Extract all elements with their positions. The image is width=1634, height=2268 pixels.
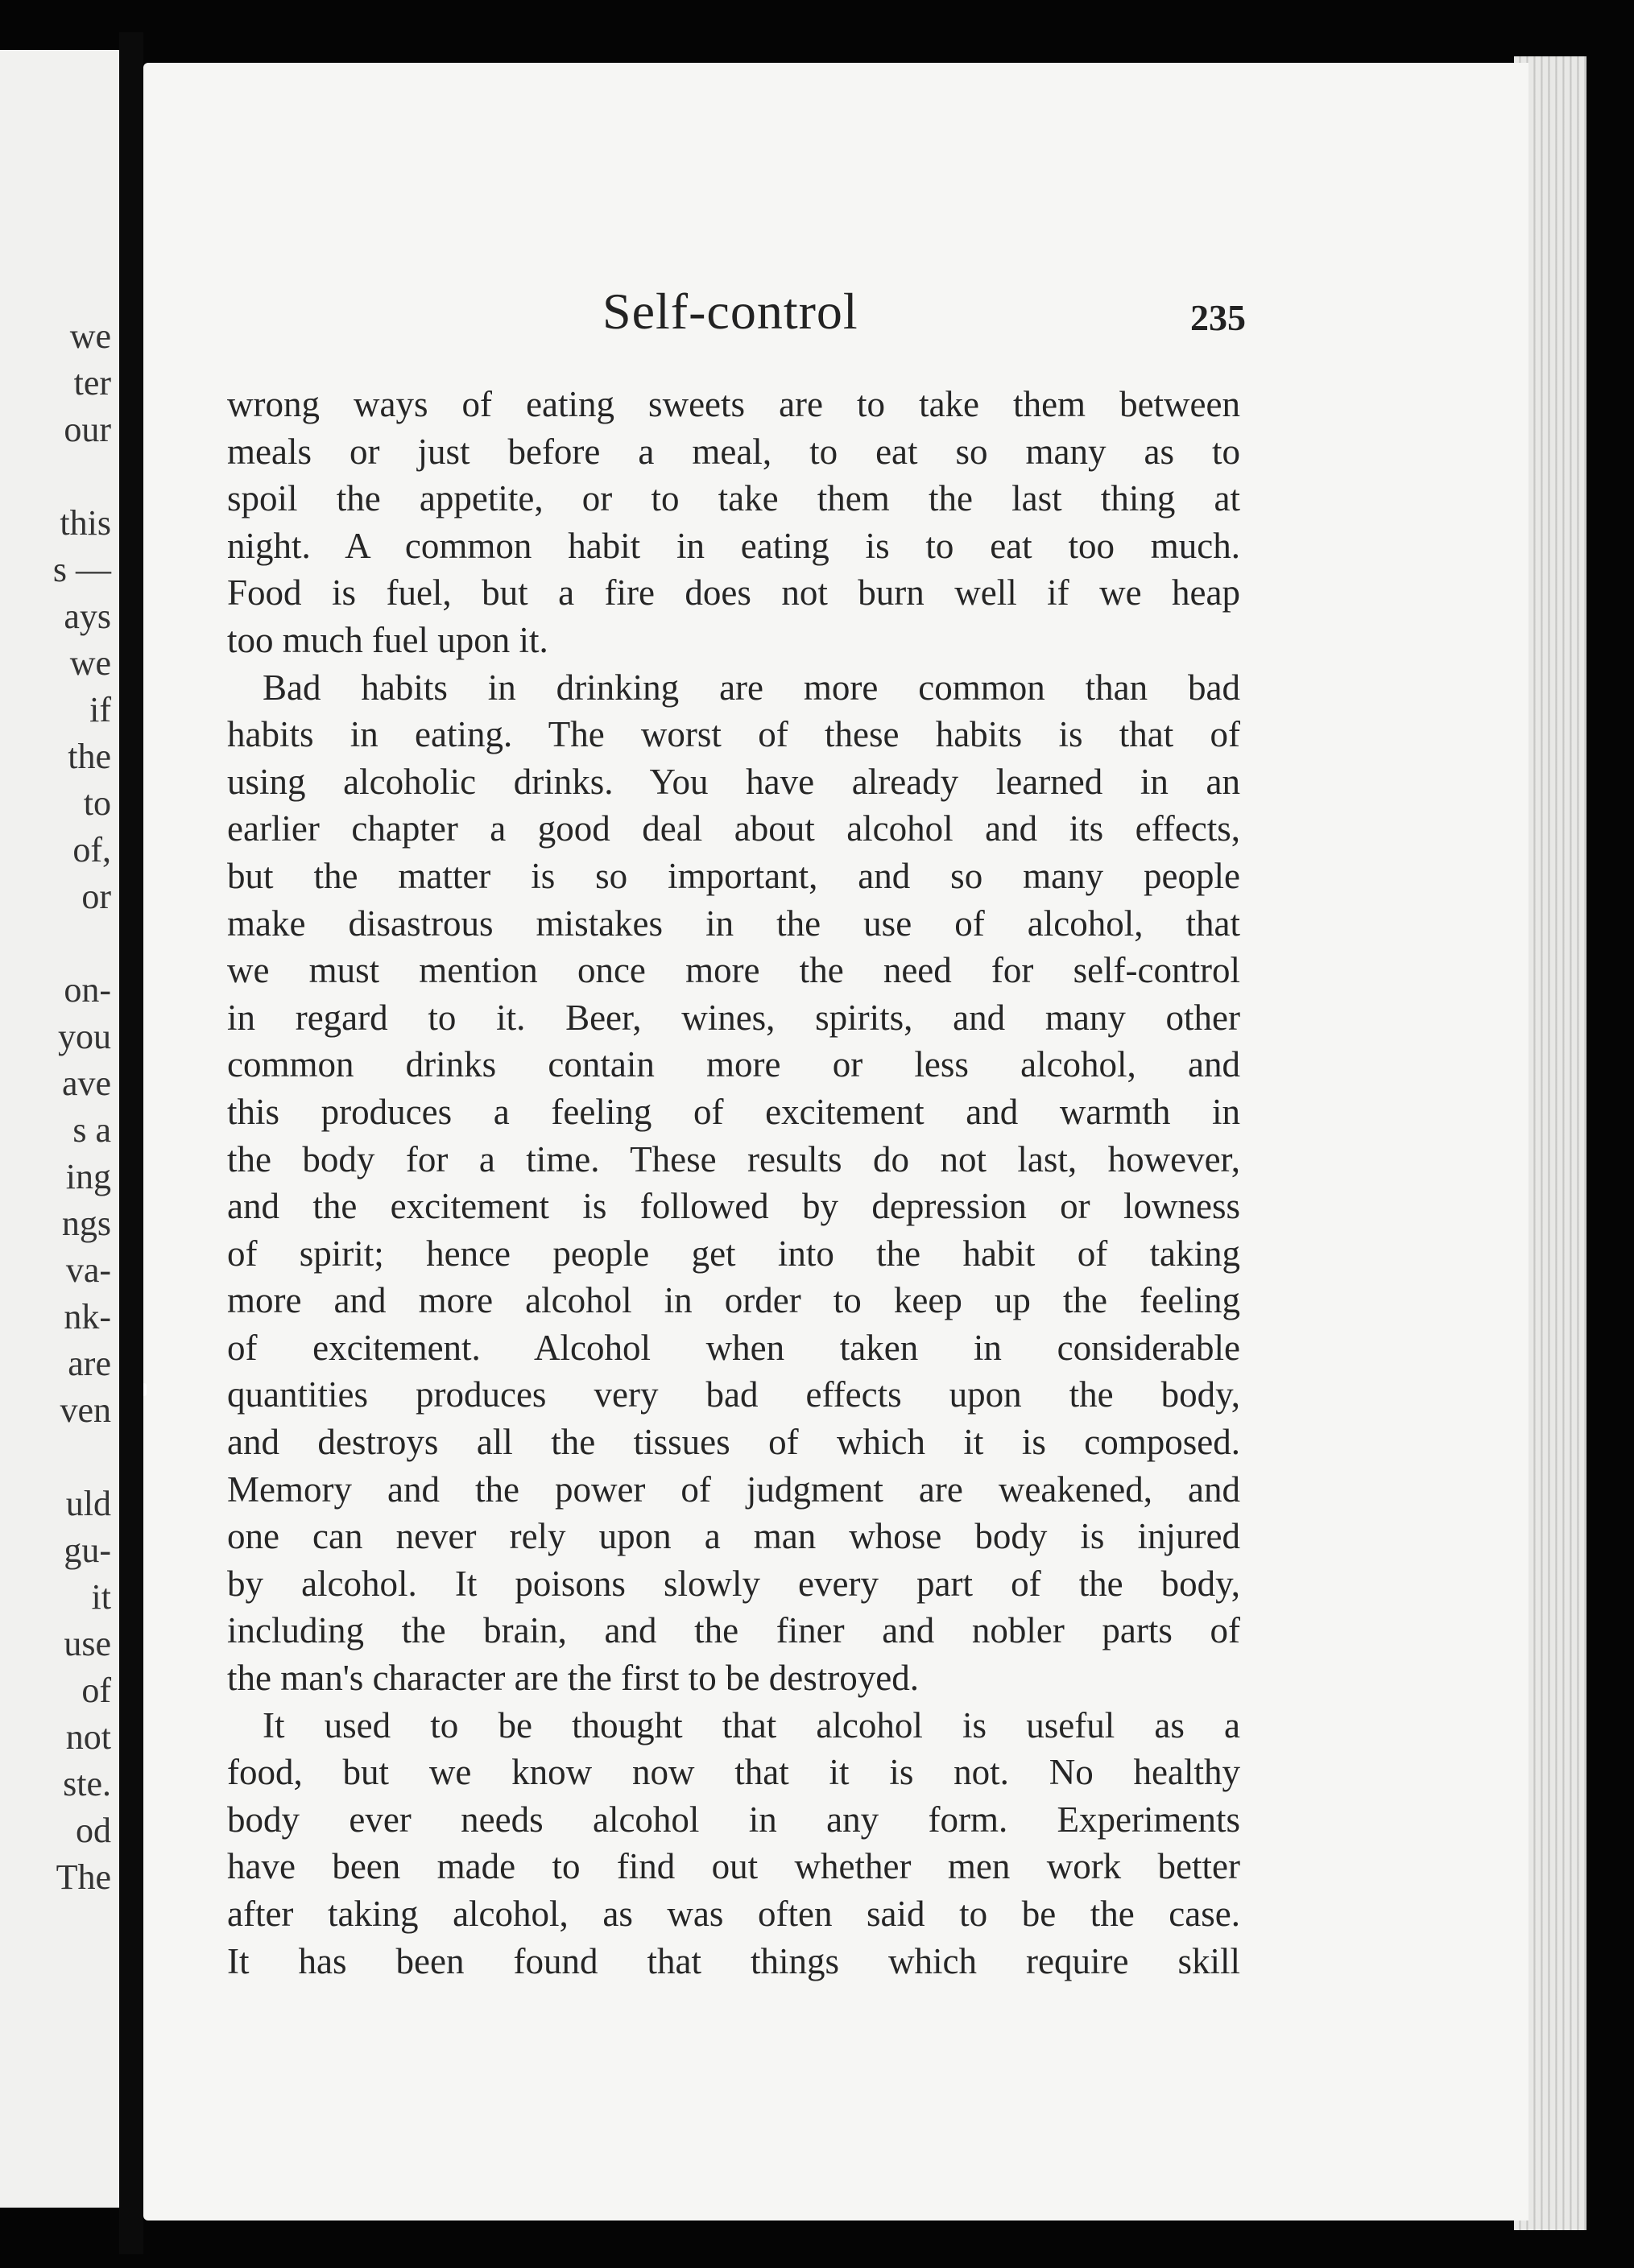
left-facing-page bbox=[0, 50, 119, 2208]
left-page-fragment: of, bbox=[72, 830, 111, 870]
left-page-fragment: s — bbox=[52, 550, 111, 589]
page-number: 235 bbox=[1190, 297, 1246, 338]
left-page-fragment: ste. bbox=[63, 1764, 111, 1803]
left-page-fragment: s a bbox=[72, 1110, 111, 1150]
left-page-fragment: to bbox=[83, 783, 111, 823]
left-page-fragment: it bbox=[91, 1577, 111, 1617]
text-line: using alcoholic drinks. You have already learned in an bbox=[227, 761, 1240, 802]
text-line: the body for a time. These results do not last, however, bbox=[227, 1138, 1240, 1179]
text-line: make disastrous mistakes in the use of alcohol, that bbox=[227, 903, 1240, 944]
text-line: Memory and the power of judgment are weakened, and bbox=[227, 1469, 1240, 1510]
text-line: It has been found that things which require skill bbox=[227, 1940, 1240, 1981]
text-line: night. A common habit in eating is to eat too much. bbox=[227, 525, 1240, 566]
text-line: food, but we know now that it is not. No healthy bbox=[227, 1752, 1240, 1793]
left-page-fragment: the bbox=[68, 737, 111, 776]
text-line: meals or just before a meal, to eat so many as to bbox=[227, 431, 1240, 472]
left-page-fragment: od bbox=[76, 1811, 111, 1850]
text-line: quantities produces very bad effects upon the body, bbox=[227, 1374, 1240, 1415]
text-line: the man's character are the first to be destroyed. bbox=[227, 1658, 919, 1699]
left-page-fragment: ing bbox=[65, 1157, 111, 1196]
text-line: and the excitement is followed by depression or lowness bbox=[227, 1186, 1240, 1227]
text-line: have been made to find out whether men work better bbox=[227, 1846, 1240, 1887]
text-line: It used to be thought that alcohol is useful as a bbox=[263, 1704, 1240, 1745]
left-page-fragment: we bbox=[69, 643, 111, 683]
left-page-fragment: ave bbox=[61, 1064, 111, 1103]
left-page-fragment: ven bbox=[60, 1390, 111, 1430]
text-line: of spirit; hence people get into the habit of taking bbox=[227, 1233, 1240, 1274]
text-line: too much fuel upon it. bbox=[227, 619, 548, 660]
text-line: common drinks contain more or less alcohol, and bbox=[227, 1044, 1240, 1085]
text-line: body ever needs alcohol in any form. Experiments bbox=[227, 1799, 1240, 1840]
left-page-fragment: ngs bbox=[61, 1204, 111, 1243]
text-line: wrong ways of eating sweets are to take them between bbox=[227, 384, 1240, 424]
text-line: earlier chapter a good deal about alcohol and its effects, bbox=[227, 808, 1240, 849]
left-page-fragment: uld bbox=[65, 1484, 111, 1523]
running-title: Self-control bbox=[602, 283, 858, 340]
left-page-fragment: you bbox=[58, 1017, 111, 1056]
book-page bbox=[143, 63, 1529, 2220]
scan-speck bbox=[143, 1383, 147, 1396]
left-page-fragment: our bbox=[64, 410, 111, 449]
text-line: and destroys all the tissues of which it is composed. bbox=[227, 1422, 1240, 1463]
text-line: in regard to it. Beer, wines, spirits, and many other bbox=[227, 997, 1240, 1038]
text-line: we must mention once more the need for self-control bbox=[227, 950, 1240, 991]
book-gutter bbox=[119, 32, 143, 2254]
body-text bbox=[227, 381, 1240, 1985]
left-page-fragment: not bbox=[65, 1717, 111, 1757]
left-page-fragment: use bbox=[64, 1624, 111, 1663]
text-line: more and more alcohol in order to keep up the feeling bbox=[227, 1280, 1240, 1321]
text-line: including the brain, and the finer and nobler parts of bbox=[227, 1610, 1240, 1651]
text-line: after taking alcohol, as was often said to be the case. bbox=[227, 1894, 1240, 1934]
left-page-fragment: are bbox=[68, 1344, 111, 1383]
left-page-fragment: we bbox=[69, 316, 111, 356]
left-page-fragment: The bbox=[56, 1857, 111, 1897]
left-page-fragment: of bbox=[81, 1671, 111, 1710]
left-page-fragment: ays bbox=[64, 597, 111, 636]
text-line: by alcohol. It poisons slowly every part of the body, bbox=[227, 1563, 1240, 1604]
left-page-fragment: on- bbox=[64, 970, 111, 1010]
text-line: one can never rely upon a man whose body is injured bbox=[227, 1516, 1240, 1557]
text-line: of excitement. Alcohol when taken in considerable bbox=[227, 1327, 1240, 1368]
text-line: spoil the appetite, or to take them the last thing at bbox=[227, 478, 1240, 519]
left-page-fragment: if bbox=[89, 690, 111, 729]
left-page-fragment: va- bbox=[65, 1250, 111, 1290]
text-line: Bad habits in drinking are more common than bad bbox=[263, 667, 1240, 708]
text-line: Food is fuel, but a fire does not burn well if we heap bbox=[227, 572, 1240, 613]
text-line: habits in eating. The worst of these habits is that of bbox=[227, 714, 1240, 755]
text-line: but the matter is so important, and so many people bbox=[227, 855, 1240, 896]
page-header bbox=[143, 224, 1529, 340]
left-page-fragment: or bbox=[81, 877, 111, 916]
left-page-fragment: nk- bbox=[64, 1297, 111, 1336]
left-page-fragment: gu- bbox=[64, 1531, 111, 1570]
left-page-fragment: ter bbox=[73, 363, 111, 403]
text-line: this produces a feeling of excitement and warmth in bbox=[227, 1091, 1240, 1132]
left-page-fragment: this bbox=[60, 503, 111, 543]
